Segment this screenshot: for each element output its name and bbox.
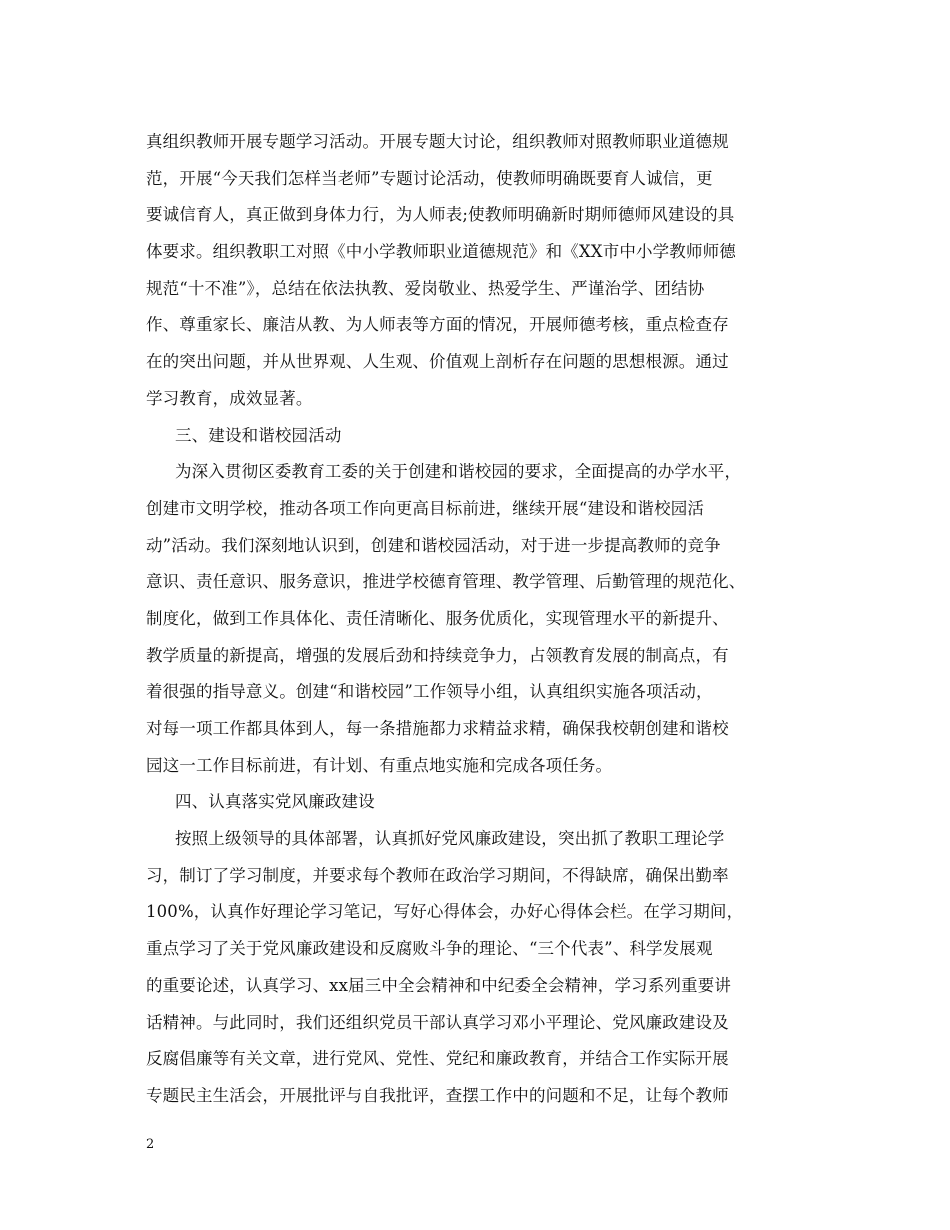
paragraph-line: 反腐倡廉等有关文章，进行党风、党性、党纪和廉政教育，并结合工作实际开展 (146, 1049, 729, 1069)
paragraph-line: 意识、责任意识、服务意识，推进学校德育管理、教学管理、后勤管理的规范化、 (146, 572, 746, 592)
paragraph-line: 动”活动。我们深刻地认识到，创建和谐校园活动，对于进一步提高教师的竞争 (146, 535, 721, 555)
paragraph-line: 在的突出问题，并从世界观、人生观、价值观上剖析存在问题的思想根源。通过 (146, 352, 729, 372)
paragraph-line: 作、尊重家长、廉洁从教、为人师表等方面的情况，开展师德考核，重点检查存 (146, 315, 729, 335)
paragraph-line: 范，开展“今天我们怎样当老师”专题讨论活动，使教师明确既要育人诚信，更 (146, 168, 713, 188)
paragraph-line-indented: 为深入贯彻区委教育工委的关于创建和谐校园的要求，全面提高的办学水平， (175, 462, 742, 482)
paragraph-line: 学习教育，成效显著。 (146, 388, 313, 408)
paragraph-line: 真组织教师开展专题学习活动。开展专题大讨论，组织教师对照教师职业道德规 (146, 132, 729, 151)
paragraph-line: 制度化，做到工作具体化、责任清晰化、服务优质化，实现管理水平的新提升、 (146, 608, 729, 628)
paragraph-line-indented: 三、建设和谐校园活动 (175, 425, 342, 445)
paragraph-line: 的重要论述，认真学习、xx届三中全会精神和中纪委全会精神，学习系列重要讲 (146, 975, 732, 995)
paragraph-line: 着很强的指导意义。创建“和谐校园”工作领导小组，认真组织实施各项活动， (146, 682, 713, 702)
page-number: 2 (146, 1137, 155, 1152)
paragraph-line: 话精神。与此同时，我们还组织党员干部认真学习邓小平理论、党风廉政建设及 (146, 1012, 729, 1032)
paragraph-line: 专题民主生活会，开展批评与自我批评，查摆工作中的问题和不足，让每个教师 (146, 1085, 729, 1105)
paragraph-line: 对每一项工作都具体到人，每一条措施都力求精益求精，确保我校朝创建和谐校 (146, 719, 729, 738)
paragraph-line-indented: 按照上级领导的具体部署，认真抓好党风廉政建设，突出抓了教职工理论学 (175, 829, 725, 849)
paragraph-line-indented: 四、认真落实党风廉政建设 (175, 792, 375, 812)
paragraph-line: 100%，认真作好理论学习笔记，写好心得体会，办好心得体会栏。在学习期间， (146, 902, 744, 922)
paragraph-line: 体要求。组织教职工对照《中小学教师职业道德规范》和《XX市中小学教师师德 (146, 242, 736, 262)
paragraph-line: 规范“十不准”》，总结在依法执教、爱岗敬业、热爱学生、严谨治学、团结协 (146, 278, 705, 298)
paragraph-line: 教学质量的新提高，增强的发展后劲和持续竞争力，占领教育发展的制高点，有 (146, 645, 729, 665)
paragraph-line: 创建市文明学校，推动各项工作向更高目标前进，继续开展“建设和谐校园活 (146, 498, 705, 518)
document-body (146, 124, 811, 1115)
paragraph-line: 习，制订了学习制度，并要求每个教师在政治学习期间，不得缺席，确保出勤率 (146, 865, 729, 885)
paragraph-line: 重点学习了关于党风廉政建设和反腐败斗争的理论、“三个代表”、科学发展观 (146, 939, 713, 959)
paragraph-line: 要诚信育人，真正做到身体力行，为人师表;使教师明确新时期师德师风建设的具 (146, 205, 735, 225)
paragraph-line: 园这一工作目标前进，有计划、有重点地实施和完成各项任务。 (146, 755, 613, 775)
